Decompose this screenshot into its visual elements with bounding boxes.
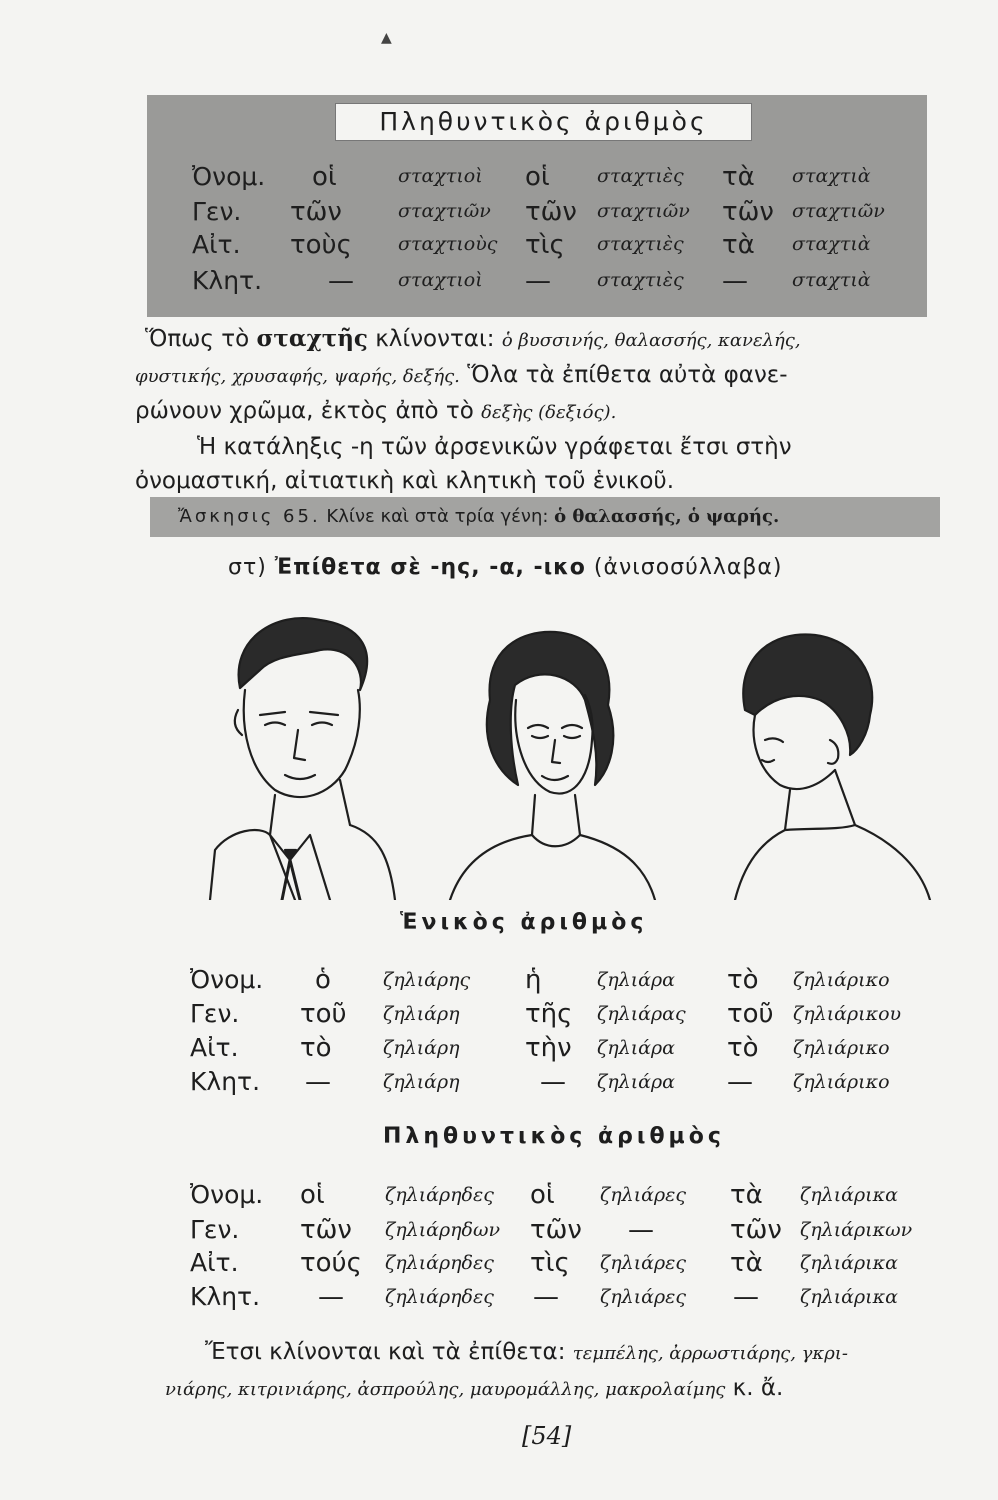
article: τὸ: [300, 1033, 332, 1063]
text: κλίνονται:: [367, 326, 502, 352]
masculine-form: ζηλιάρηδες: [385, 1252, 494, 1274]
article: τὰ: [722, 162, 755, 192]
man-portrait: [210, 618, 395, 900]
neuter-form: ζηλιάρικο: [793, 969, 890, 991]
section-heading: [228, 555, 783, 580]
closing-paragraph: [165, 1335, 965, 1407]
table-row: [0, 1215, 998, 1249]
paragraph-line: ὀνομαστική, αἰτιατικὴ καὶ κλητικὴ τοῦ ἑνικοῦ.: [135, 468, 675, 494]
masculine-form: σταχτιοὺς: [398, 233, 498, 255]
paragraph-line: [165, 1335, 965, 1371]
example-word: δεξὴς (δεξιός).: [481, 402, 617, 423]
case-label: Ὀνομ.: [192, 162, 266, 191]
article: τῶν: [530, 1215, 582, 1245]
case-label: Κλητ.: [192, 266, 263, 295]
feminine-form: σταχτιὲς: [597, 165, 684, 187]
boy-portrait: [735, 634, 930, 900]
table-row: [0, 1180, 998, 1214]
text: Ἔτσι κλίνονται καὶ τὰ ἐπίθετα:: [205, 1339, 573, 1365]
section-prefix: στ): [228, 555, 275, 580]
word-list: ὁ βυσσινής, θαλασσής, κανελής,: [501, 330, 801, 351]
table-row: [0, 1033, 998, 1067]
page-number: [54]: [522, 1422, 572, 1450]
article: —: [722, 266, 748, 296]
article: τὸ: [727, 1033, 759, 1063]
table-row: [0, 266, 998, 300]
case-label: Αἰτ.: [190, 1248, 239, 1277]
article: ἡ: [525, 965, 542, 995]
case-label: Ὀνομ.: [190, 1180, 264, 1209]
masculine-form: ζηλιάρη: [383, 1003, 460, 1025]
table-row: [0, 162, 998, 196]
page-top-mark: ▲: [381, 30, 392, 46]
text: Ὅπως τὸ: [145, 326, 257, 352]
neuter-form: ζηλιάρικα: [800, 1286, 898, 1308]
article: τὰ: [730, 1248, 763, 1278]
masculine-form: ζηλιάρη: [383, 1037, 460, 1059]
masculine-form: ζηλιάρηδες: [385, 1184, 494, 1206]
article: τῶν: [300, 1215, 352, 1245]
paragraph-line: [165, 1371, 965, 1407]
table-row: [0, 1067, 998, 1101]
explanation-paragraph: [135, 322, 955, 498]
feminine-form: ζηλιάρες: [600, 1184, 687, 1206]
article: τῶν: [730, 1215, 782, 1245]
feminine-form: ζηλιάρες: [600, 1252, 687, 1274]
feminine-form: ζηλιάρα: [597, 1037, 676, 1059]
neuter-form: σταχτιὰ: [792, 233, 871, 255]
masculine-form: ζηλιάρηδων: [385, 1219, 501, 1241]
neuter-form: ζηλιάρικα: [800, 1252, 898, 1274]
masculine-form: σταχτιοὶ: [398, 165, 483, 187]
neuter-form: σταχτιὰ: [792, 165, 871, 187]
exercise-words: ὁ θαλασσής, ὁ ψαρής.: [554, 506, 780, 527]
case-label: Κλητ.: [190, 1282, 261, 1311]
neuter-form: ζηλιάρικων: [800, 1219, 913, 1241]
feminine-form: —: [628, 1215, 654, 1245]
plural-table-title: Πληθυντικὸς ἀριθμὸς: [335, 103, 752, 141]
text: ρώνουν χρῶμα, ἐκτὸς ἀπὸ τὸ: [135, 398, 482, 424]
case-label: Γεν.: [190, 1215, 240, 1244]
article: —: [318, 1282, 344, 1312]
neuter-form: ζηλιάρικου: [793, 1003, 902, 1025]
exercise-text: Κλίνε καὶ στὰ τρία γένη:: [320, 506, 555, 527]
feminine-form: ζηλιάρες: [600, 1286, 687, 1308]
article: —: [328, 266, 354, 296]
singular-table-title: Ἑνικὸς ἀριθμὸς: [400, 910, 648, 935]
article: τὶς: [525, 230, 565, 260]
paragraph-line: Ἡ κατάληξις -η τῶν ἀρσενικῶν γράφεται ἔτσι στὴν: [197, 434, 792, 460]
section-suffix: (ἀνισοσύλλαβα): [585, 555, 783, 580]
masculine-form: ζηλιάρηδες: [385, 1286, 494, 1308]
masculine-form: σταχτιοὶ: [398, 269, 483, 291]
case-label: Αἰτ.: [190, 1033, 239, 1062]
feminine-form: ζηλιάρα: [597, 1071, 676, 1093]
article: τὴν: [525, 1033, 572, 1063]
article: τοῦ: [727, 999, 774, 1029]
masculine-form: ζηλιάρη: [383, 1071, 460, 1093]
neuter-form: ζηλιάρικα: [800, 1184, 898, 1206]
case-label: Αἰτ.: [192, 230, 241, 259]
illustration-three-portraits: [190, 600, 960, 900]
article: ὁ: [315, 965, 331, 995]
article: τῆς: [525, 999, 573, 1029]
article: τῶν: [290, 197, 342, 227]
paragraph-line: [135, 394, 955, 430]
table-row: [0, 230, 998, 264]
neuter-form: σταχτιῶν: [792, 200, 885, 222]
feminine-form: σταχτιὲς: [597, 269, 684, 291]
case-label: Κλητ.: [190, 1067, 261, 1096]
masculine-form: σταχτιῶν: [398, 200, 491, 222]
feminine-form: σταχτιὲς: [597, 233, 684, 255]
article: τῶν: [525, 197, 577, 227]
article: —: [727, 1067, 753, 1097]
article: —: [305, 1067, 331, 1097]
article: τὶς: [530, 1248, 570, 1278]
exercise-label: Ἄσκησις 65.: [178, 506, 321, 527]
neuter-form: ζηλιάρικο: [793, 1071, 890, 1093]
word-list: τεμπέλης, ἀρρωστιάρης, γκρι-: [572, 1343, 848, 1364]
article: —: [733, 1282, 759, 1312]
table-row: [0, 999, 998, 1033]
table-row: [0, 1282, 998, 1316]
feminine-form: ζηλιάρας: [597, 1003, 686, 1025]
word-list: φυστικής, χρυσαφής, ψαρής, δεξής.: [135, 366, 460, 387]
article: τὰ: [722, 230, 755, 260]
case-label: Γεν.: [192, 197, 242, 226]
article: τὸ: [727, 965, 759, 995]
article: οἱ: [525, 162, 550, 192]
article: τὰ: [730, 1180, 763, 1210]
table-row: [0, 197, 998, 231]
section-title: Ἐπίθετα σὲ -ης, -α, -ικο: [274, 555, 586, 580]
masculine-form: ζηλιάρης: [383, 969, 471, 991]
article: —: [533, 1282, 559, 1312]
case-label: Γεν.: [190, 999, 240, 1028]
article: τούς: [300, 1248, 362, 1278]
text: Ὅλα τὰ ἐπίθετα αὐτὰ φανε-: [459, 362, 788, 388]
article: —: [540, 1067, 566, 1097]
example-word: σταχτῆς: [256, 325, 368, 352]
feminine-form: σταχτιῶν: [597, 200, 690, 222]
article: τῶν: [722, 197, 774, 227]
paragraph-line: [135, 358, 955, 394]
neuter-form: σταχτιὰ: [792, 269, 871, 291]
woman-portrait: [450, 632, 655, 900]
article: —: [525, 266, 551, 296]
exercise-box: [150, 497, 940, 537]
neuter-form: ζηλιάρικο: [793, 1037, 890, 1059]
plural-table-2-title: Πληθυντικὸς ἀριθμὸς: [383, 1124, 725, 1149]
article: τοῦ: [300, 999, 347, 1029]
article: οἱ: [312, 162, 337, 192]
table-row: [0, 1248, 998, 1282]
article: οἱ: [300, 1180, 325, 1210]
word-list: νιάρης, κιτρινιάρης, ἀσπρούλης, μαυρομάλλης, μακρολαίμης: [165, 1379, 726, 1400]
case-label: Ὀνομ.: [190, 965, 264, 994]
table-row: [0, 965, 998, 999]
paragraph-line: [135, 322, 955, 358]
article: τοὺς: [290, 230, 352, 260]
text: κ. ἄ.: [725, 1375, 784, 1401]
feminine-form: ζηλιάρα: [597, 969, 676, 991]
article: οἱ: [530, 1180, 555, 1210]
